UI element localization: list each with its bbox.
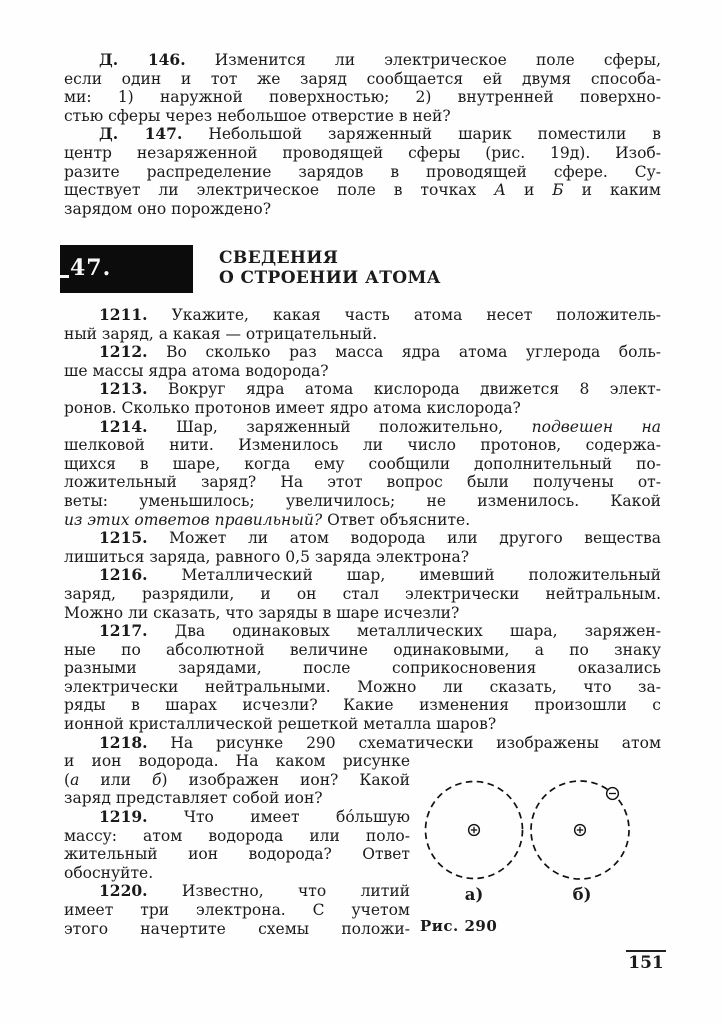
text-line: стью сферы через небольшое отверстие в ней? — [64, 106, 451, 125]
text-line: из этих ответов правильный? Ответ объясните. — [64, 510, 471, 529]
problem-1212 — [64, 343, 661, 380]
problem-1214 — [64, 418, 661, 530]
text-line: 1220. Известно, что литий — [99, 881, 410, 901]
problem-1218-continued — [64, 752, 410, 808]
text-line: имеет три электрона. С учетом — [64, 901, 410, 919]
text-line: зарядом оно порождено? — [64, 199, 272, 218]
text-line: 1217. Два одинаковых металлических шара, заряжен- — [99, 621, 661, 641]
text-line: обоснуйте. — [64, 863, 154, 882]
top-problems-block — [64, 51, 661, 218]
text-line: 1213. Вокруг ядра атома кислорода движется 8 элект- — [99, 379, 661, 399]
text-line: ронов. Сколько протонов имеет ядро атома кислорода? — [64, 398, 521, 417]
narrow-text-column — [64, 752, 410, 938]
text-line: веты: уменьшилось; увеличилось; не изменилось. Какой — [64, 491, 661, 510]
figure-290 — [415, 770, 665, 950]
problem-1213 — [64, 380, 661, 417]
text-line: жительный ион водорода? Ответ — [64, 845, 410, 864]
text-line: Можно ли сказать, что заряды в шаре исчезли? — [64, 603, 460, 622]
text-line: 1214. Шар, заряженный положительно, подвешен на — [99, 416, 661, 436]
electron-b-minus-in-circle-icon — [607, 788, 619, 800]
text-line: разите распределение зарядов в проводящей сфере. Су- — [64, 162, 661, 181]
problem-d147 — [64, 125, 661, 218]
text-line: массу: атом водорода или поло- — [64, 826, 410, 845]
text-line: щихся в шаре, когда ему сообщили дополнительный по- — [64, 454, 661, 473]
problem-1211 — [64, 306, 661, 343]
section-title — [219, 249, 441, 288]
problem-1216 — [64, 566, 661, 622]
text-line: лишиться заряда, равного 0,5 заряда электрона? — [64, 547, 470, 566]
text-line: Д. 146. Изменится ли электрическое поле сферы, — [99, 50, 661, 69]
atom-ion-diagram — [415, 770, 665, 885]
figure-label-b: б) — [572, 885, 592, 904]
text-line: шелковой нити. Изменилось ли число протонов, содержа- — [64, 436, 661, 455]
text-line: 1211. Укажите, какая часть атома несет положитель- — [99, 305, 661, 324]
text-line: ше массы ядра атома водорода? — [64, 361, 329, 380]
section-title-line1: СВЕДЕНИЯ — [219, 248, 339, 268]
figure-caption: Рис. 290 — [420, 917, 498, 935]
problem-1218-first-line — [64, 734, 661, 753]
text-line: ионной кристаллической решеткой металла шаров? — [64, 715, 497, 734]
section-number: 47. — [70, 255, 112, 281]
text-line: заряд, разрядили, и он стал электрически нейтральным. — [64, 584, 661, 603]
section-number-box — [60, 245, 193, 293]
text-line: ные по абсолютной величине одинаковыми, а по знаку — [64, 640, 661, 659]
page-number: 151 — [626, 950, 666, 973]
text-line: центр незаряженной проводящей сферы (рис. 19д). Изоб- — [64, 143, 661, 162]
section-dash-mark — [60, 275, 69, 278]
problem-1217 — [64, 622, 661, 734]
problem-1219 — [64, 808, 410, 882]
text-line: 1215. Может ли атом водорода или другого вещества — [99, 528, 661, 548]
text-line: если один и тот же заряд сообщается ей двумя способа- — [64, 69, 661, 88]
text-line: 1219. Что имеет бо́льшую — [99, 807, 410, 827]
text-line: ществует ли электрическое поле в точках А и Б и каким — [64, 181, 661, 200]
text-line: (а или б) изображен ион? Какой — [64, 770, 410, 789]
text-line: электрически нейтральными. Можно ли сказать, что за- — [64, 677, 661, 696]
text-line: и ион водорода. На каком рисунке — [64, 752, 410, 771]
section-title-line2: О СТРОЕНИИ АТОМА — [219, 267, 441, 288]
proton-b-plus-in-circle-icon — [575, 825, 586, 836]
text-line: ложительный заряд? На этот вопрос были получены от- — [64, 473, 661, 492]
text-line: разными зарядами, после соприкосновения оказались — [64, 659, 661, 678]
text-line: 1212. Во сколько раз масса ядра атома углерода боль- — [99, 342, 661, 362]
text-line: 1216. Металлический шар, имевший положительный — [99, 565, 661, 585]
text-line: ный заряд, а какая — отрицательный. — [64, 324, 378, 343]
text-line: Д. 147. Небольшой заряженный шарик поместили в — [99, 124, 661, 144]
proton-a-plus-in-circle-icon — [469, 825, 480, 836]
text-line: ряды в шарах исчезли? Какие изменения произошли с — [64, 696, 661, 715]
text-line: 1218. На рисунке 290 схематически изображены атом — [99, 732, 661, 752]
problem-1215 — [64, 529, 661, 566]
text-line: этого начертите схемы положи- — [64, 919, 410, 938]
text-line: ми: 1) наружной поверхностью; 2) внутренней поверхно- — [64, 88, 661, 107]
problem-d146 — [64, 51, 661, 125]
text-line: заряд представляет собой ион? — [64, 789, 323, 808]
figure-label-a: а) — [464, 885, 484, 904]
problem-1220 — [64, 882, 410, 938]
